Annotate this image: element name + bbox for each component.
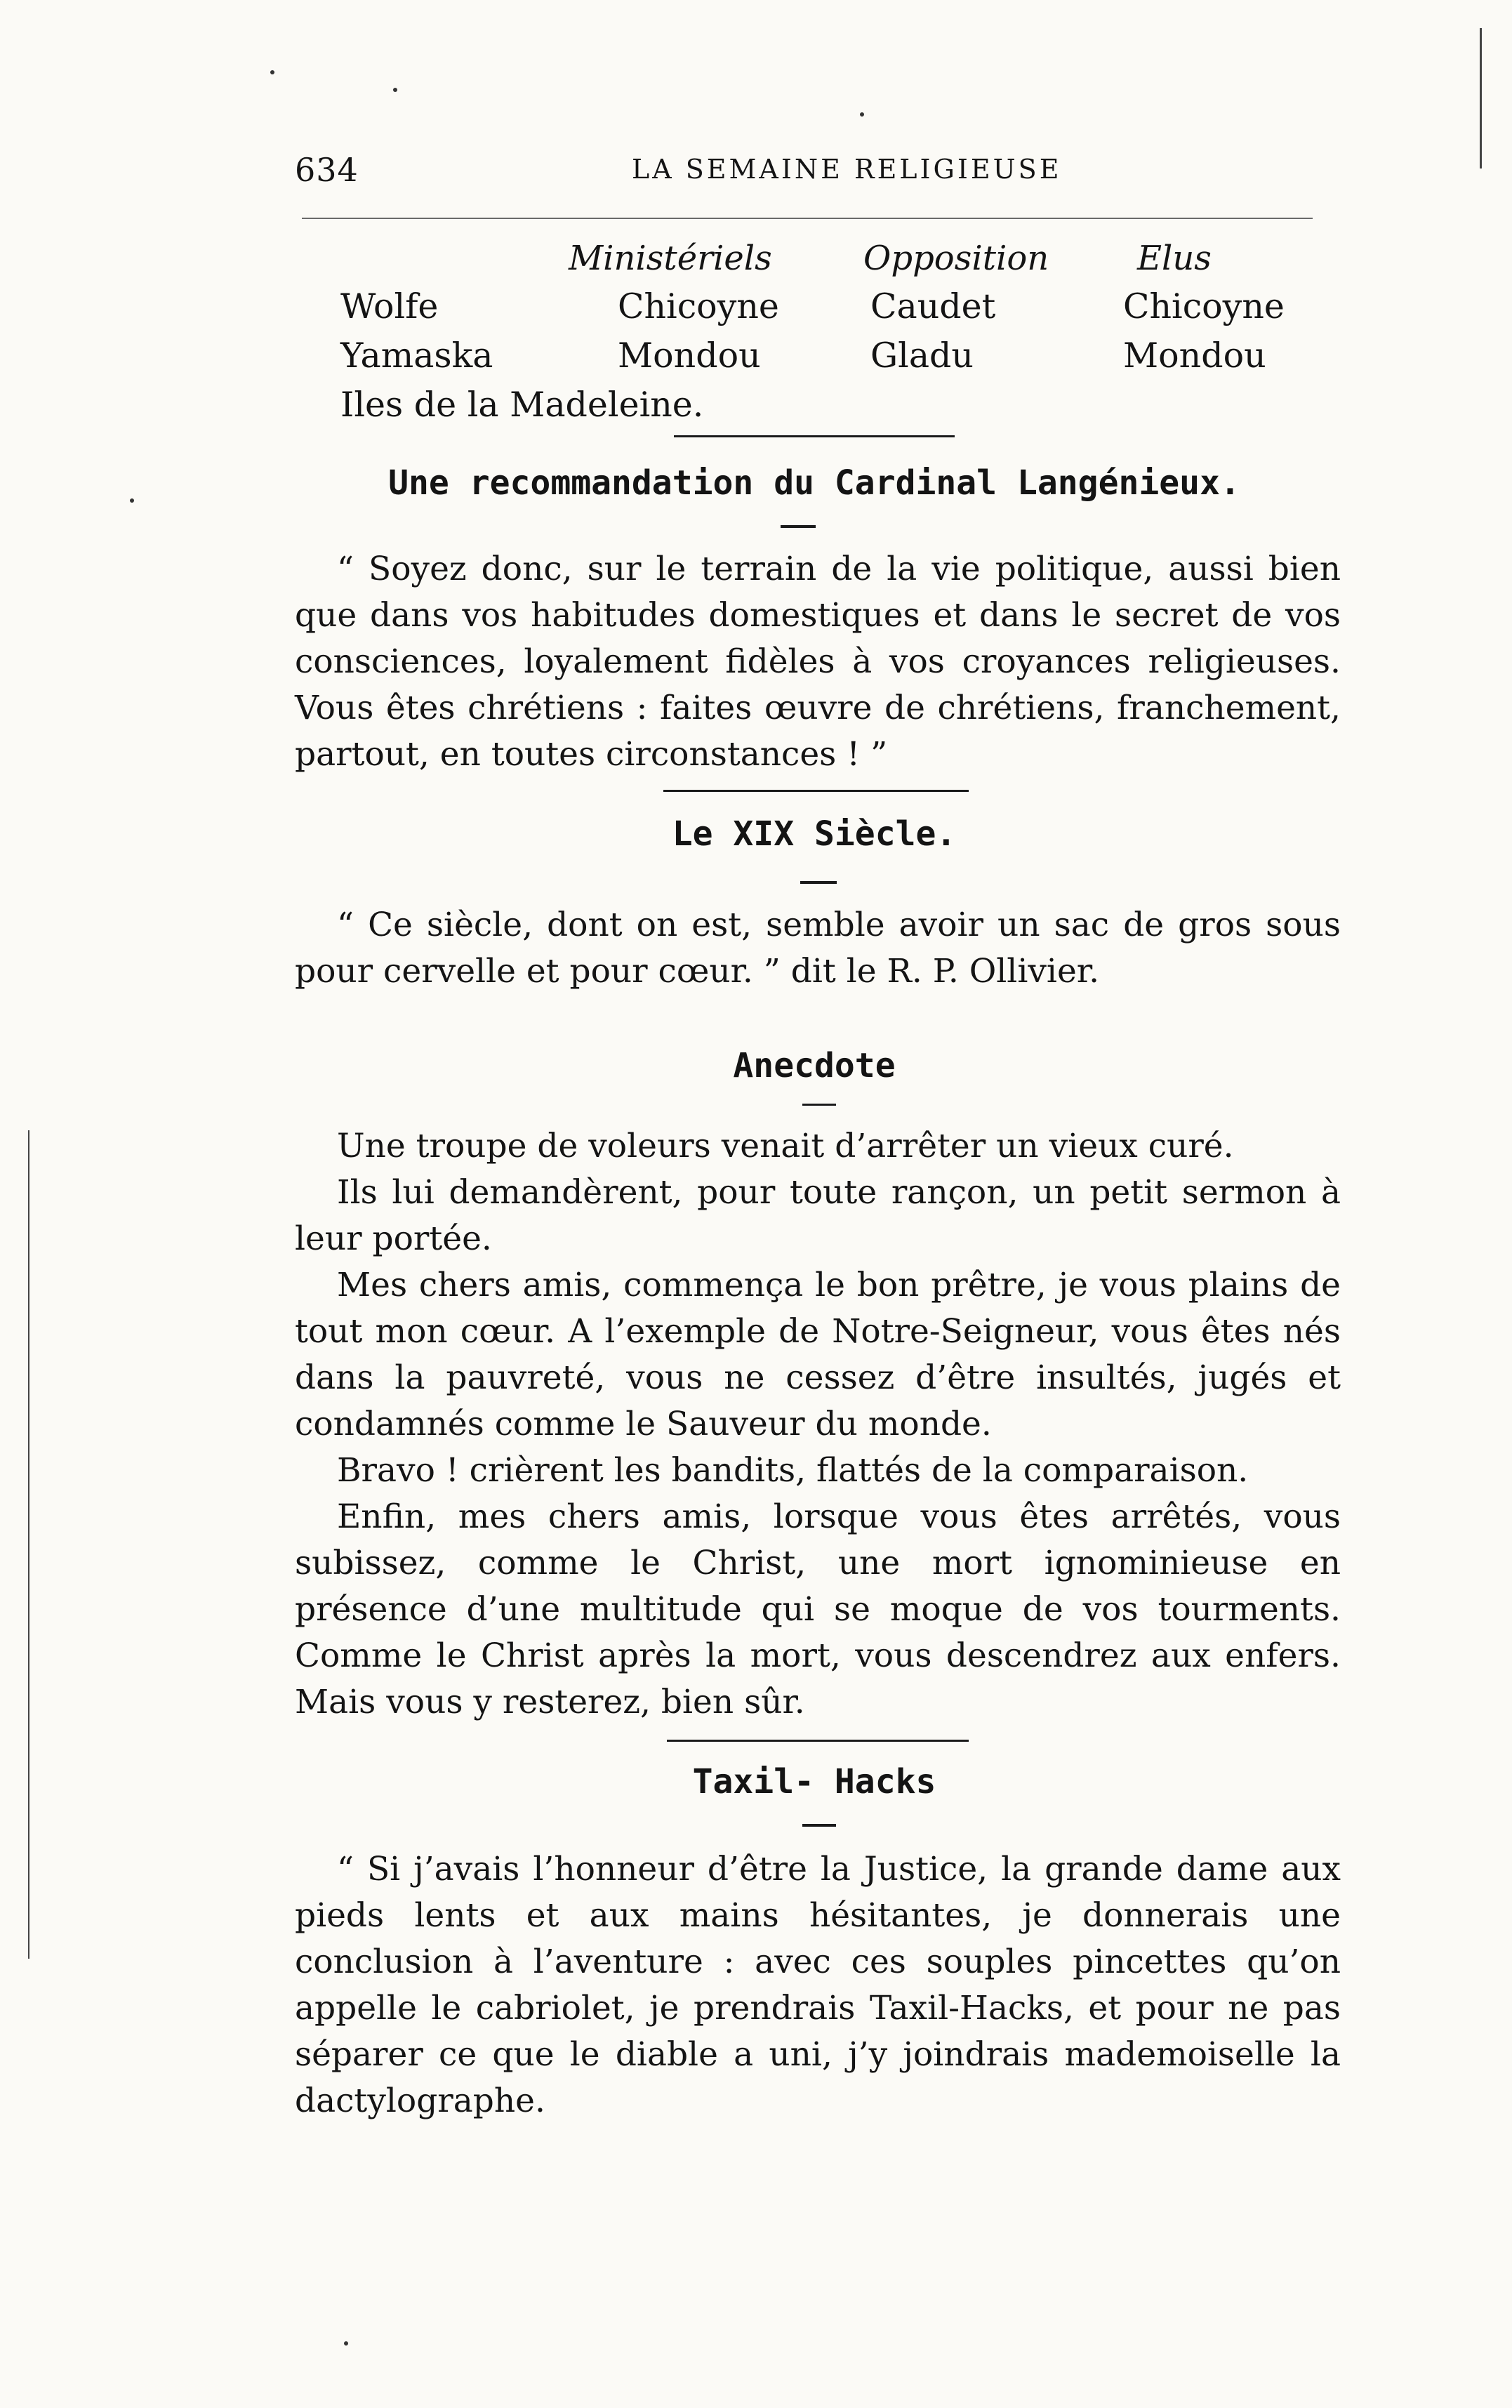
scan-speck xyxy=(130,498,134,503)
anecdote-paragraph: Une troupe de voleurs venait d’arrêter un vieux curé. xyxy=(337,1127,1234,1165)
scan-speck xyxy=(270,70,274,74)
table-cell-opposition: Gladu xyxy=(870,336,974,376)
page-number: 634 xyxy=(295,151,359,189)
page-header xyxy=(295,151,1334,200)
table-cell-ministeriels: Chicoyne xyxy=(618,286,779,326)
section-title: Une recommandation du Cardinal Langénieux. xyxy=(388,463,1240,503)
running-title: LA SEMAINE RELIGIEUSE xyxy=(632,154,1062,185)
section-title: Anecdote xyxy=(733,1046,896,1085)
anecdote-paragraph: Enfin, mes chers amis, lorsque vous êtes arrêtés, vous subissez, comme le Christ, une mort ignominieuse en présence d’une multitude qui se moque de vos tourments. Comme le Christ après la mort, vous descendrez aux enfers. Mais vous y resterez, bien sûr. xyxy=(295,1497,1341,1721)
title-dash xyxy=(802,1824,836,1827)
table-cell-county: Iles de la Madeleine. xyxy=(340,385,704,425)
section-divider xyxy=(674,435,955,437)
quote-paragraph: “ Si j’avais l’honneur d’être la Justice, la grande dame aux pieds lents et aux mains hésitantes, je donnerais une conclusion à l’aventure : avec ces souples pincettes qu’on appelle le cabriolet, je prendrais Taxil-Hacks, et pour ne pas séparer ce que le diable a uni, j’y joindrais mademoiselle la dactylographe. xyxy=(295,1850,1341,2120)
column-header-opposition: Opposition xyxy=(863,239,1049,278)
title-dash xyxy=(781,525,816,528)
scan-speck xyxy=(344,2341,348,2346)
section-divider xyxy=(663,790,969,792)
header-rule xyxy=(302,218,1313,219)
anecdote-paragraph: Bravo ! crièrent les bandits, flattés de la comparaison. xyxy=(337,1451,1249,1490)
column-header-ministeriels: Ministériels xyxy=(569,239,772,278)
table-cell-opposition: Caudet xyxy=(870,286,996,326)
title-dash xyxy=(802,1104,836,1106)
table-cell-county: Yamaska xyxy=(340,336,493,376)
title-dash xyxy=(800,881,837,884)
section-divider xyxy=(667,1740,969,1742)
section-title: Le XIX Siècle. xyxy=(672,814,957,854)
scan-speck xyxy=(860,112,864,117)
quote-paragraph: “ Ce siècle, dont on est, semble avoir un sac de gros sous pour cervelle et pour cœur. ” dit le R. P. Ollivier. xyxy=(295,906,1341,991)
anecdote-paragraph: Ils lui demandèrent, pour toute rançon, un petit sermon à leur portée. xyxy=(295,1173,1341,1258)
column-header-elus: Elus xyxy=(1137,239,1212,278)
scan-edge-line xyxy=(1480,28,1482,168)
table-cell-elus: Chicoyne xyxy=(1123,286,1285,326)
table-cell-ministeriels: Mondou xyxy=(618,336,761,376)
anecdote-paragraph: Mes chers amis, commença le bon prêtre, je vous plains de tout mon cœur. A l’exemple de Notre-Seigneur, vous êtes nés dans la pauvreté, vous ne cessez d’être insultés, jugés et condamnés comme le Sauveur du monde. xyxy=(295,1266,1341,1443)
scan-speck xyxy=(393,88,397,92)
quote-paragraph: “ Soyez donc, sur le terrain de la vie politique, aussi bien que dans vos habitudes domestiques et dans le secret de vos consciences, loyalement fidèles à vos croyances religieuses. Vous êtes chrétiens : faites œuvre de chrétiens, franchement, partout, en toutes circonstances ! ” xyxy=(295,550,1341,774)
section-title: Taxil- Hacks xyxy=(692,1762,936,1801)
table-cell-county: Wolfe xyxy=(340,286,439,326)
table-cell-elus: Mondou xyxy=(1123,336,1266,376)
scan-edge-line xyxy=(28,1130,29,1959)
